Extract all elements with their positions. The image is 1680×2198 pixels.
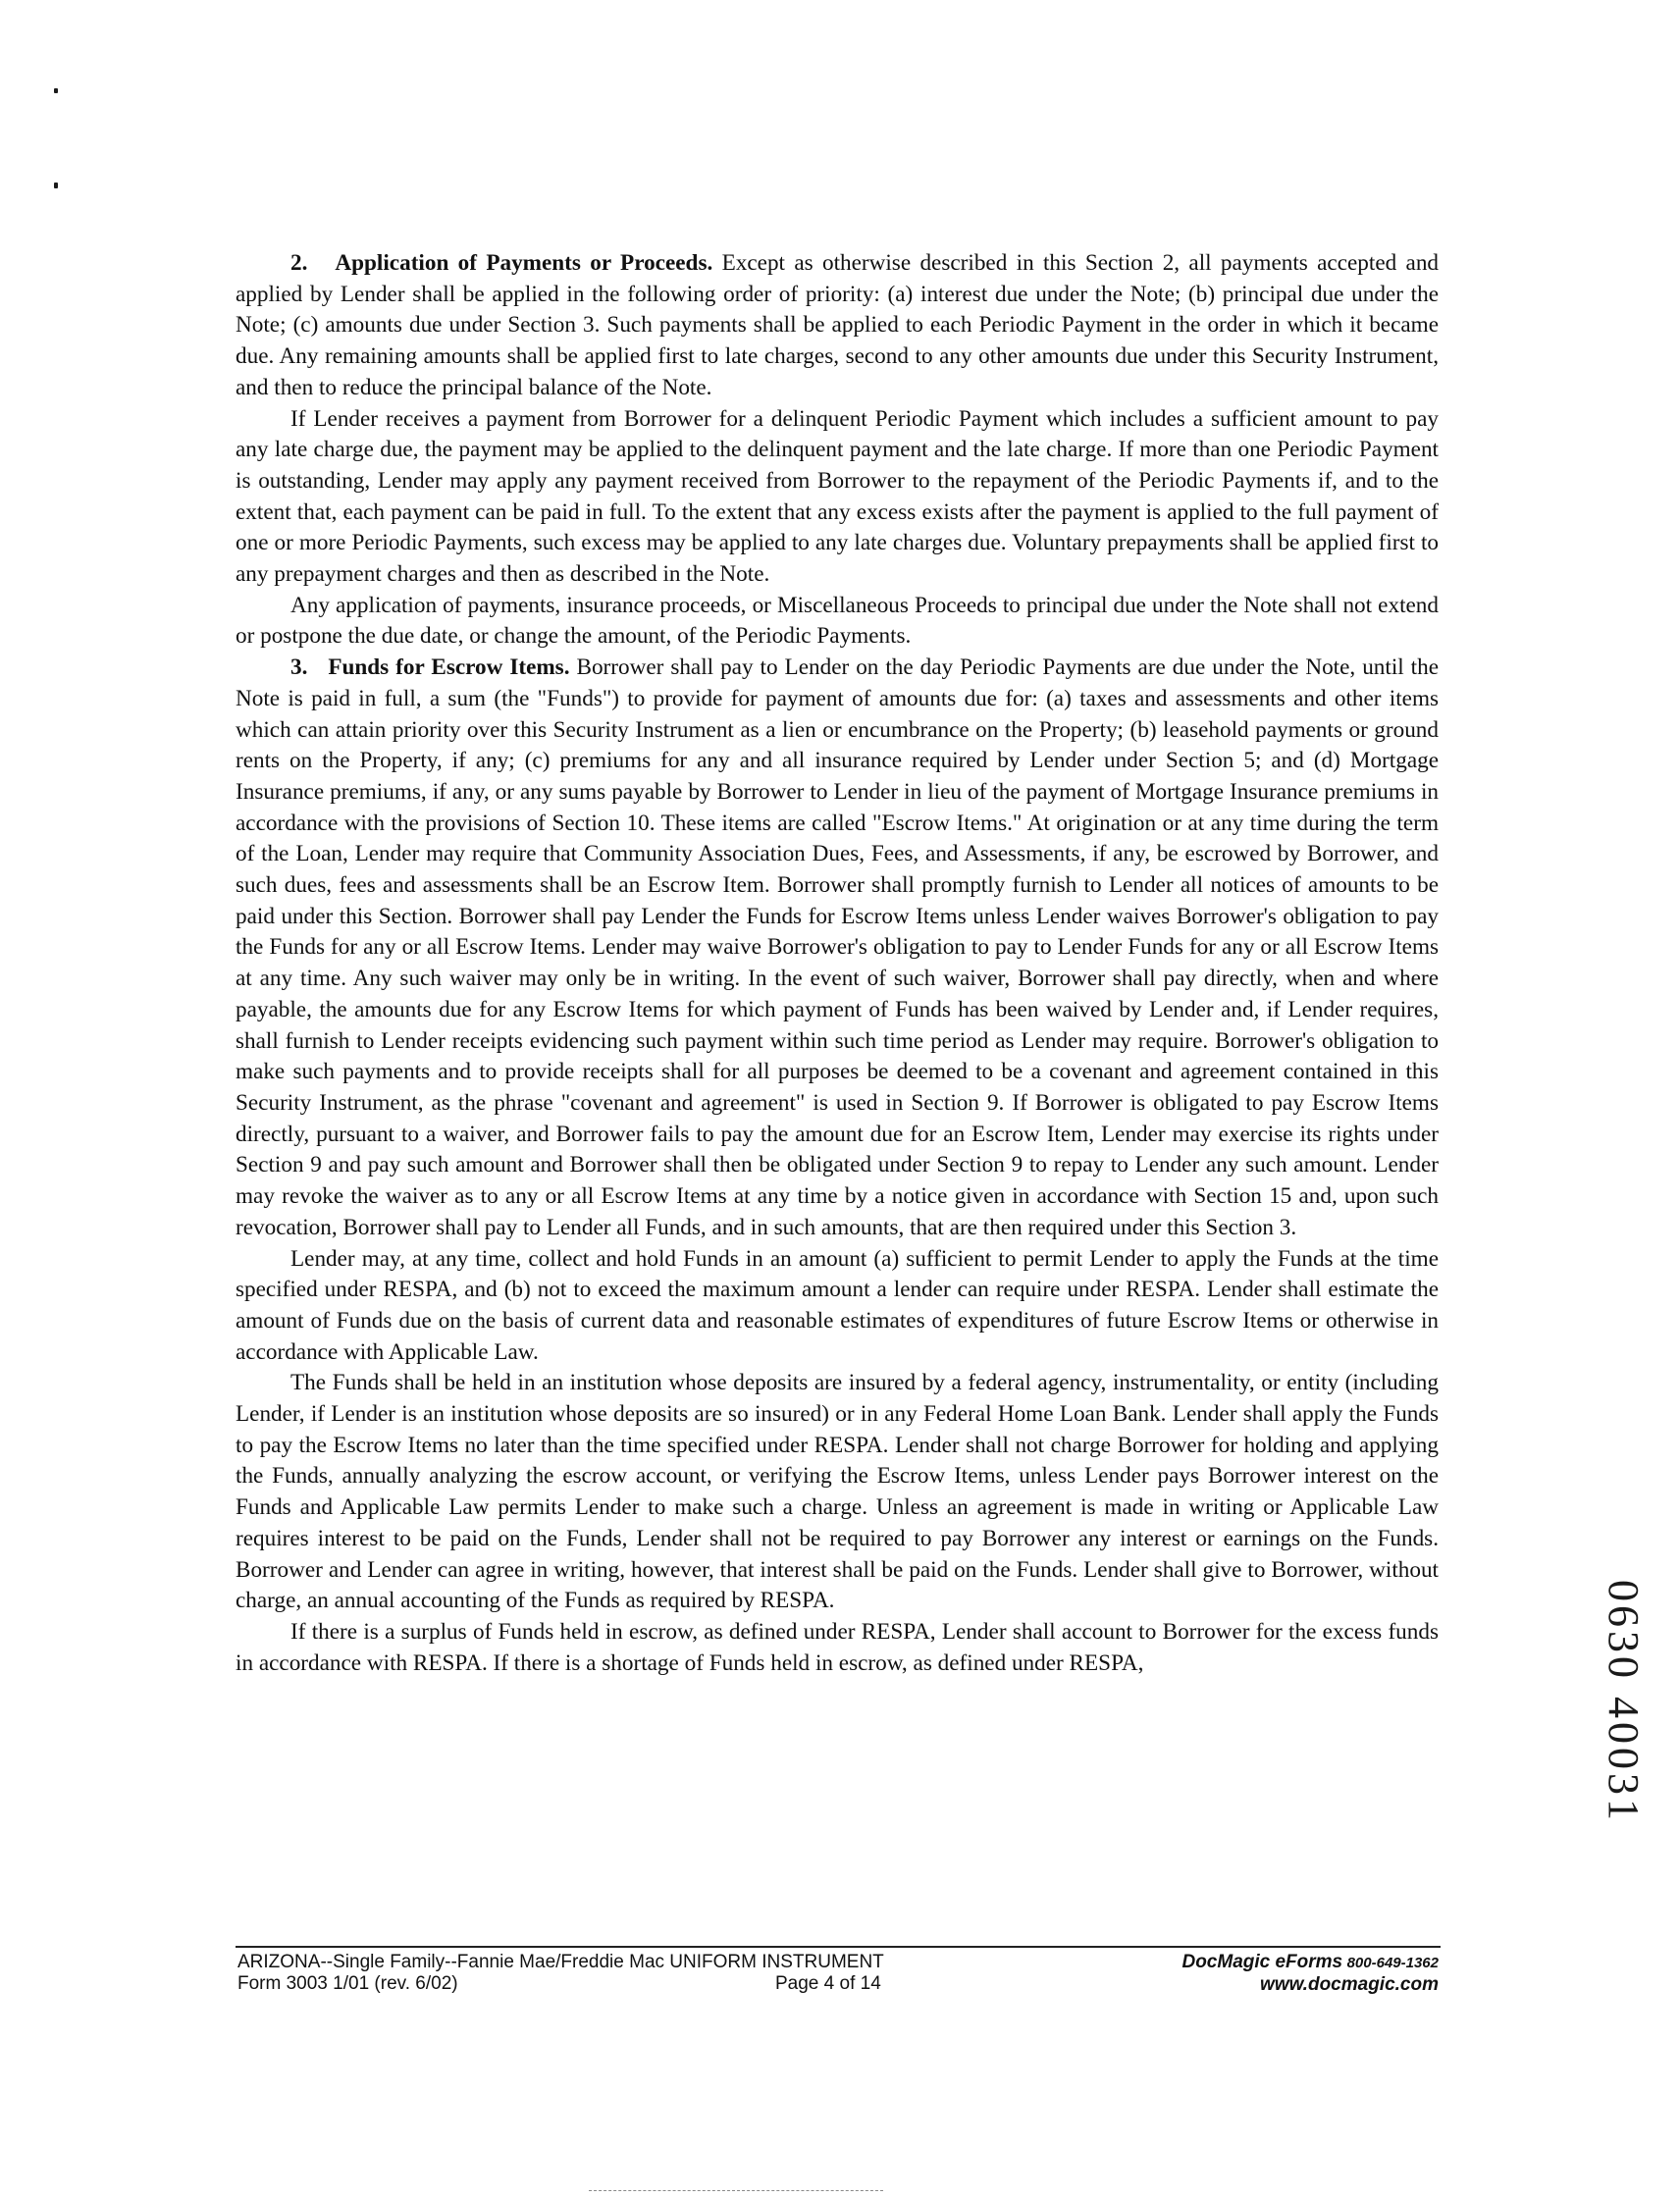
section-3-heading: Funds for Escrow Items. [328, 654, 570, 681]
footer-divider [236, 1946, 1441, 1948]
section-2-text: Except as otherwise described in this Section 2, all payments accepted and applied by Lender shall be applied in the following order of priority: (a) interest due under the Note; (b) principal due under the Note; (c) amounts due under Section 3. Such payments shall be applied to each Periodic Payment in the order in which it became due. Any remaining amounts shall be applied first to late charges, second to any other amounts due under this Security Instrument, and then to reduce the principal balance of the Note. [236, 250, 1440, 400]
section-3-text: Borrower shall pay to Lender on the day Periodic Payments are due under the Note, until the Note is paid in full, a sum (the "Funds") to provide for payment of amounts due for: (a) taxes and assessments and other items which can attain priority over this Security Instrument as a lien or encumbrance on the Property; (b) leasehold payments or ground rents on the Property, if any; (c) premiums for any and all insurance required by Lender under Section 5; and (d) Mortgage Insurance premiums, if any, or any sums payable by Borrower to Lender in lieu of the payment of Mortgage Insurance premiums in accordance with the provisions of Section 10. These items are called "Escrow Items." At origination or at any time during the term of the Loan, Lender may require that Community Association Dues, Fees, and Assessments, if any, be escrowed by Borrower, and such dues, fees and assessments shall be an Escrow Item. Borrower shall promptly furnish to Lender all notices of amounts to be paid under this Section. Borrower shall pay Lender the Funds for Escrow Items unless Lender waives Borrower's obligation to pay the Funds for any or all Escrow Items. Lender may waive Borrower's obligation to pay to Lender Funds for any or all Escrow Items at any time. Any such waiver may only be in writing. In the event of such waiver, Borrower shall pay directly, when and where payable, the amounts due for any Escrow Items for which payment of Funds has been waived by Lender and, if Lender requires, shall furnish to Lender receipts evidencing such payment within such time period as Lender may require. Borrower's obligation to make such payments and to provide receipts shall for all purposes be deemed to be a covenant and agreement contained in this Security Instrument, as the phrase "covenant and agreement" is used in Section 9. If Borrower is obligated to pay Escrow Items directly, pursuant to a waiver, and Borrower fails to pay the amount due for an Escrow Item, Lender may exercise its rights under Section 9 and pay such amount and Borrower shall then be obligated under Section 9 to repay to Lender any such amount. Lender may revoke the waiver as to any or all Escrow Items at any time by a notice given in accordance with Section 15 and, upon such revocation, Borrower shall pay to Lender all Funds, and in such amounts, that are then required under this Section 3. [236, 654, 1440, 1240]
section-2-paragraph-3: Any application of payments, insurance proceeds, or Miscellaneous Proceeds to principal due under the Note shall not extend or postpone the due date, or change the amount, of the Periodic Payments. [236, 592, 1439, 650]
document-body [236, 248, 1439, 1679]
side-stamp-text: 0630 40031 [1600, 1580, 1648, 1824]
section-2-number: 2. [290, 250, 308, 276]
scan-speck [54, 88, 58, 93]
footer-form-number: Form 3003 1/01 (rev. 6/02) [237, 1973, 458, 1994]
section-3-paragraph [236, 653, 1439, 1243]
section-3-paragraph-4: If there is a surplus of Funds held in escrow, as defined under RESPA, Lender shall account to Borrower for the excess funds in accordance with RESPA. If there is a shortage of Funds held in escrow, as defined under RESPA, [236, 1618, 1439, 1676]
section-2-paragraph-2: If Lender receives a payment from Borrower for a delinquent Periodic Payment which includes a sufficient amount to pay any late charge due, the payment may be applied to the delinquent payment and the late charge. If more than one Periodic Payment is outstanding, Lender may apply any payment received from Borrower to the repayment of the Periodic Payments if, and to the extent that, each payment can be paid in full. To the extent that any excess exists after the payment is applied to the full payment of one or more Periodic Payments, such excess may be applied to any late charges due. Voluntary prepayments shall be applied first to any prepayment charges and then as described in the Note. [236, 405, 1439, 588]
section-2-paragraph [236, 248, 1439, 404]
footer-brand-line [1181, 1952, 1439, 1974]
footer-instrument-line: ARIZONA--Single Family--Fannie Mae/Freddie Mac UNIFORM INSTRUMENT [237, 1952, 884, 1972]
footer-brand-block [1181, 1952, 1439, 1996]
brand-logo-text: DocMagic eForms [1181, 1952, 1343, 1972]
section-3-paragraph-3: The Funds shall be held in an institution whose deposits are insured by a federal agency, instrumentality, or entity (including Lender, if Lender is an institution whose deposits are so insured) or in any Federal Home Loan Bank. Lender shall apply the Funds to pay the Escrow Items no later than the time specified under RESPA. Lender shall not charge Borrower for holding and applying the Funds, annually analyzing the escrow account, or verifying the Escrow Items, unless Lender pays Borrower interest on the Funds and Applicable Law permits Lender to make such a charge. Unless an agreement is made in writing or Applicable Law requires interest to be paid on the Funds, Lender shall not be required to pay Borrower any interest or earnings on the Funds. Borrower and Lender can agree in writing, however, that interest shall be paid on the Funds. Lender shall give to Borrower, without charge, an annual accounting of the Funds as required by RESPA. [236, 1370, 1439, 1614]
section-3-paragraph-2: Lender may, at any time, collect and hold Funds in an amount (a) sufficient to permit Lender to apply the Funds at the time specified under RESPA, and (b) not to exceed the maximum amount a lender can require under RESPA. Lender shall estimate the amount of Funds due on the basis of current data and reasonable estimates of expenditures of future Escrow Items or otherwise in accordance with Applicable Law. [236, 1245, 1439, 1365]
brand-url: www.docmagic.com [1260, 1974, 1439, 1995]
side-stamp-number [1598, 1580, 1656, 1933]
scan-speck [54, 183, 58, 188]
scan-edge-mark [589, 2190, 883, 2192]
section-2-heading: Application of Payments or Proceeds. [335, 250, 713, 276]
brand-phone: 800-649-1362 [1346, 1955, 1439, 1971]
section-3-number: 3. [290, 654, 308, 681]
footer-page-number: Page 4 of 14 [775, 1973, 881, 1994]
